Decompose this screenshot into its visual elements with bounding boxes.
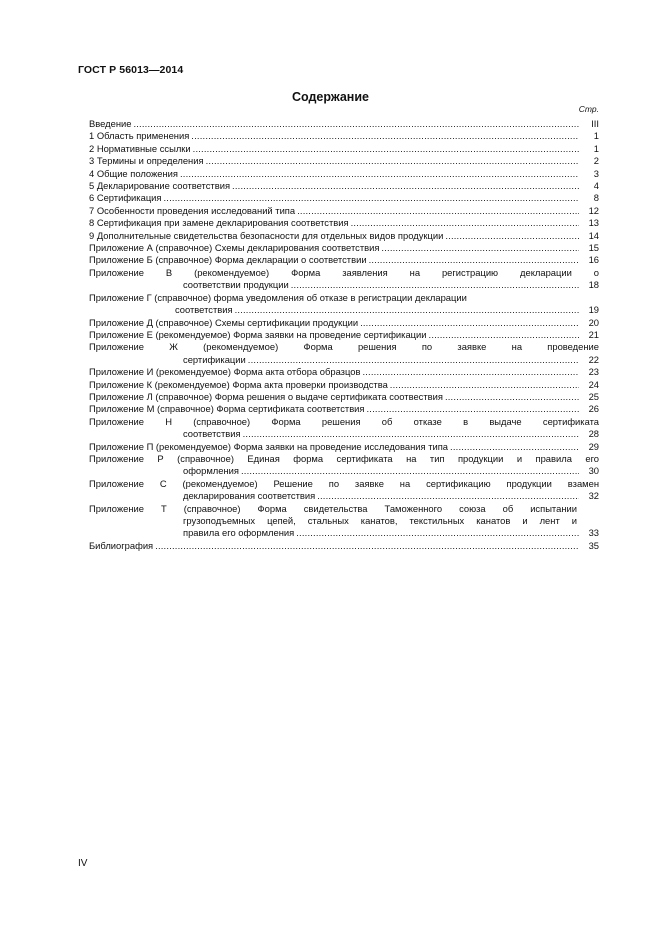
toc-entry-title: 2 Нормативные ссылки	[89, 142, 191, 154]
toc-entry[interactable]	[89, 503, 599, 540]
page-column-label: Стр.	[578, 104, 599, 114]
toc-entry-page: 30	[588, 465, 599, 477]
toc-entry-title-continued: соответствии продукции	[183, 279, 289, 291]
toc-entry-title: 7 Особенности проведения исследований типа	[89, 204, 296, 216]
toc-entry[interactable]	[89, 292, 599, 317]
toc-entry-title: Приложение Т (справочное) Форма свидетельства Таможенного союза об испытании	[89, 502, 577, 514]
toc-entry-page: 18	[588, 279, 599, 291]
toc-entry-title: Приложение Н (справочное) Форма решения об отказе в выдаче сертификата	[89, 415, 599, 427]
toc-entry-page: 25	[588, 390, 599, 402]
toc-entry-title: Приложение А (справочное) Схемы декларирования соответствия	[89, 242, 380, 254]
toc-entry[interactable]	[89, 168, 599, 180]
dot-leader	[191, 130, 579, 142]
toc-entry[interactable]	[89, 192, 599, 204]
toc-entry-title: Приложение И (рекомендуемое) Форма акта отбора образцов	[89, 366, 361, 378]
dot-leader	[390, 379, 579, 391]
toc-entry[interactable]	[89, 317, 599, 329]
toc-entry-page: 1	[593, 142, 599, 154]
toc-entry[interactable]	[89, 143, 599, 155]
toc-entry-page: 20	[588, 316, 599, 328]
toc-entry-page: 2	[593, 155, 599, 167]
dot-leader	[362, 366, 579, 378]
toc-entry-title: Приложение Г (справочное) форма уведомления об отказе в регистрации декларации	[89, 291, 467, 303]
toc-entry-page: 21	[588, 328, 599, 340]
toc-entry-title: Приложение Р (справочное) Единая форма сертификата на тип продукции и правила его	[89, 452, 599, 464]
toc-entry[interactable]	[89, 118, 599, 130]
toc-entry-title-continued: грузоподъемных цепей, стальных канатов, текстильных канатов и лент и	[183, 515, 577, 526]
toc-entry[interactable]	[89, 267, 599, 292]
toc-entry-title-continued: соответствия	[183, 428, 241, 440]
toc-entry[interactable]	[89, 379, 599, 391]
toc-entry-page: 13	[588, 217, 599, 229]
toc-entry[interactable]	[89, 453, 599, 478]
toc-entry[interactable]	[89, 403, 599, 415]
toc-entry-title: Приложение В (рекомендуемое) Форма заявления на регистрацию декларации о	[89, 266, 599, 278]
toc-entry-page: 32	[588, 490, 599, 502]
toc-entry-page: 22	[588, 353, 599, 365]
toc-entry[interactable]	[89, 155, 599, 167]
dot-leader	[193, 143, 579, 155]
toc-entry[interactable]	[89, 217, 599, 229]
dot-leader	[291, 279, 579, 291]
toc-entry-page: 4	[593, 180, 599, 192]
dot-leader	[164, 192, 580, 204]
toc-entry[interactable]	[89, 391, 599, 403]
toc-entry-title: Приложение Б (справочное) Форма декларации о соответствии	[89, 254, 367, 266]
toc-entry[interactable]	[89, 478, 599, 503]
dot-leader	[235, 304, 579, 316]
toc-entry[interactable]	[89, 416, 599, 441]
toc-entry-page: 14	[588, 229, 599, 241]
dot-leader	[296, 527, 579, 539]
toc-entry[interactable]	[89, 254, 599, 266]
toc-entry-page: 24	[588, 378, 599, 390]
dot-leader	[445, 230, 579, 242]
toc-entry-title-continued: сертификации	[183, 353, 246, 365]
toc-entry-title: Приложение Л (справочное) Форма решения о выдаче сертификата соотвествия	[89, 390, 443, 402]
dot-leader	[232, 180, 579, 192]
toc-entry[interactable]	[89, 242, 599, 254]
toc-entry-page: 29	[588, 440, 599, 452]
dot-leader	[297, 205, 579, 217]
toc-entry[interactable]	[89, 341, 599, 366]
dot-leader	[243, 428, 579, 440]
dot-leader	[445, 391, 579, 403]
toc-entry-title-continued: соответствия	[175, 304, 233, 316]
toc-entry[interactable]	[89, 130, 599, 142]
dot-leader	[360, 317, 579, 329]
toc-entry-page: 35	[588, 539, 599, 551]
toc-entry-title-continued: оформления	[183, 465, 239, 477]
toc-entry[interactable]	[89, 540, 599, 552]
toc-entry-page: 26	[588, 403, 599, 415]
toc-entry-page: 28	[588, 428, 599, 440]
dot-leader	[241, 465, 579, 477]
toc-title: Содержание	[291, 90, 369, 104]
toc-entry-title: Приложение Ж (рекомендуемое) Форма решения по заявке на проведение	[89, 341, 599, 353]
toc-entry-page: 8	[593, 192, 599, 204]
toc-entry-page: III	[591, 118, 599, 129]
toc-entry-page: 1	[593, 130, 599, 142]
dot-leader	[367, 403, 580, 415]
toc-entry-page: 3	[593, 167, 599, 179]
toc-entry-title: 5 Декларирование соответствия	[89, 180, 231, 192]
toc-entry-page: 23	[588, 366, 599, 378]
toc-entry-page: 15	[588, 242, 599, 254]
toc-entry-title: Приложение С (рекомендуемое) Решение по заявке на сертификацию продукции взамен	[89, 477, 599, 489]
toc-entry-title: 9 Дополнительные свидетельства безопасности для отдельных видов продукции	[89, 229, 444, 241]
toc-entry[interactable]	[89, 329, 599, 341]
dot-leader	[429, 329, 579, 341]
dot-leader	[381, 242, 579, 254]
page-number: IV	[78, 858, 88, 869]
toc-entry-title: 6 Сертификация	[89, 192, 162, 204]
toc-entry-page: 12	[588, 204, 599, 216]
toc-entry-title: 3 Термины и определения	[89, 155, 204, 167]
dot-leader	[180, 168, 579, 180]
toc-entry[interactable]	[89, 441, 599, 453]
toc-entry-title-continued: декларирования соответствия	[183, 490, 316, 502]
toc-entry-page: 33	[588, 527, 599, 539]
toc-entry[interactable]	[89, 205, 599, 217]
dot-leader	[317, 490, 579, 502]
toc-entry-title: Приложение К (рекомендуемое) Форма акта проверки производства	[89, 378, 388, 390]
dot-leader	[248, 354, 579, 366]
toc-entry-title: Приложение Е (рекомендуемое) Форма заявки на проведение сертификации	[89, 328, 427, 340]
toc-entry-page: 19	[588, 304, 599, 316]
dot-leader	[369, 254, 579, 266]
toc-entry-title: Библиография	[89, 539, 154, 551]
document-code: ГОСТ Р 56013—2014	[78, 64, 184, 76]
dot-leader	[206, 155, 579, 167]
toc-entry-title: 8 Сертификация при замене декларирования соответствия	[89, 217, 349, 229]
toc-entry-title: Приложение М (справочное) Форма сертификата соответствия	[89, 403, 365, 415]
dot-leader	[133, 118, 579, 130]
table-of-contents	[89, 118, 599, 552]
dot-leader	[351, 217, 579, 229]
toc-entry[interactable]	[89, 366, 599, 378]
toc-entry[interactable]	[89, 180, 599, 192]
toc-entry-title-continued: правила его оформления	[183, 527, 295, 539]
toc-entry-title: 1 Область применения	[89, 130, 190, 142]
toc-entry-title: Введение	[89, 118, 132, 129]
toc-entry-title: Приложение П (рекомендуемое) Форма заявки на проведение исследования типа	[89, 440, 449, 452]
dot-leader	[155, 540, 579, 552]
dot-leader	[450, 441, 579, 453]
toc-entry[interactable]	[89, 230, 599, 242]
toc-entry-page: 16	[588, 254, 599, 266]
toc-entry-title: 4 Общие положения	[89, 167, 178, 179]
toc-entry-title: Приложение Д (справочное) Схемы сертификации продукции	[89, 316, 359, 328]
